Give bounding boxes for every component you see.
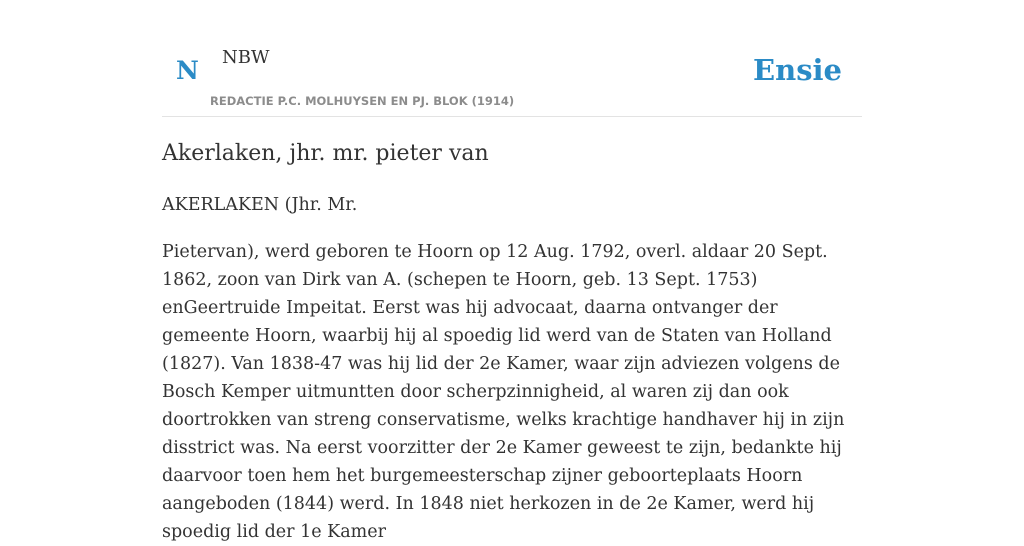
article xyxy=(162,138,862,546)
article-body: Pietervan), werd geboren te Hoorn op 12 Aug. 1792, overl. aldaar 20 Sept. 1862, zoon van Dirk van A. (schepen te Hoorn, geb. 13 Sept. 1753) enGeertruide Impeitat. Eerst was hij advocaat, daarna ontvanger der gemeente Hoorn, waarbij hij al spoedig lid werd van de Staten van Holland (1827). Van 1838-47 was hij lid der 2e Kamer, waar zijn adviezen volgens de Bosch Kemper uitmuntten door scherpzinnigheid, al waren zij dan ook doortrokken van streng conservatisme, welks krachtige handhaver hij in zijn disstrict was. Na eerst voorzitter der 2e Kamer geweest te zijn, bedankte hij daarvoor toen hem het burgemeesterschap zijner geboorteplaats Hoorn aangeboden (1844) werd. In 1848 niet herkozen in de 2e Kamer, werd hij spoedig lid der 1e Kamer xyxy=(162,242,845,542)
header xyxy=(162,0,862,117)
article-title: Akerlaken, jhr. mr. pieter van xyxy=(162,141,489,166)
article-lead: AKERLAKEN (Jhr. Mr. xyxy=(162,195,358,215)
source-editors: REDACTIE P.C. MOLHUYSEN EN PJ. BLOK (1914) xyxy=(210,94,515,108)
source-logo-icon[interactable]: N xyxy=(176,56,199,85)
brand-logo-link[interactable]: Ensie xyxy=(753,53,842,87)
source-name-link[interactable]: NBW xyxy=(222,47,270,68)
